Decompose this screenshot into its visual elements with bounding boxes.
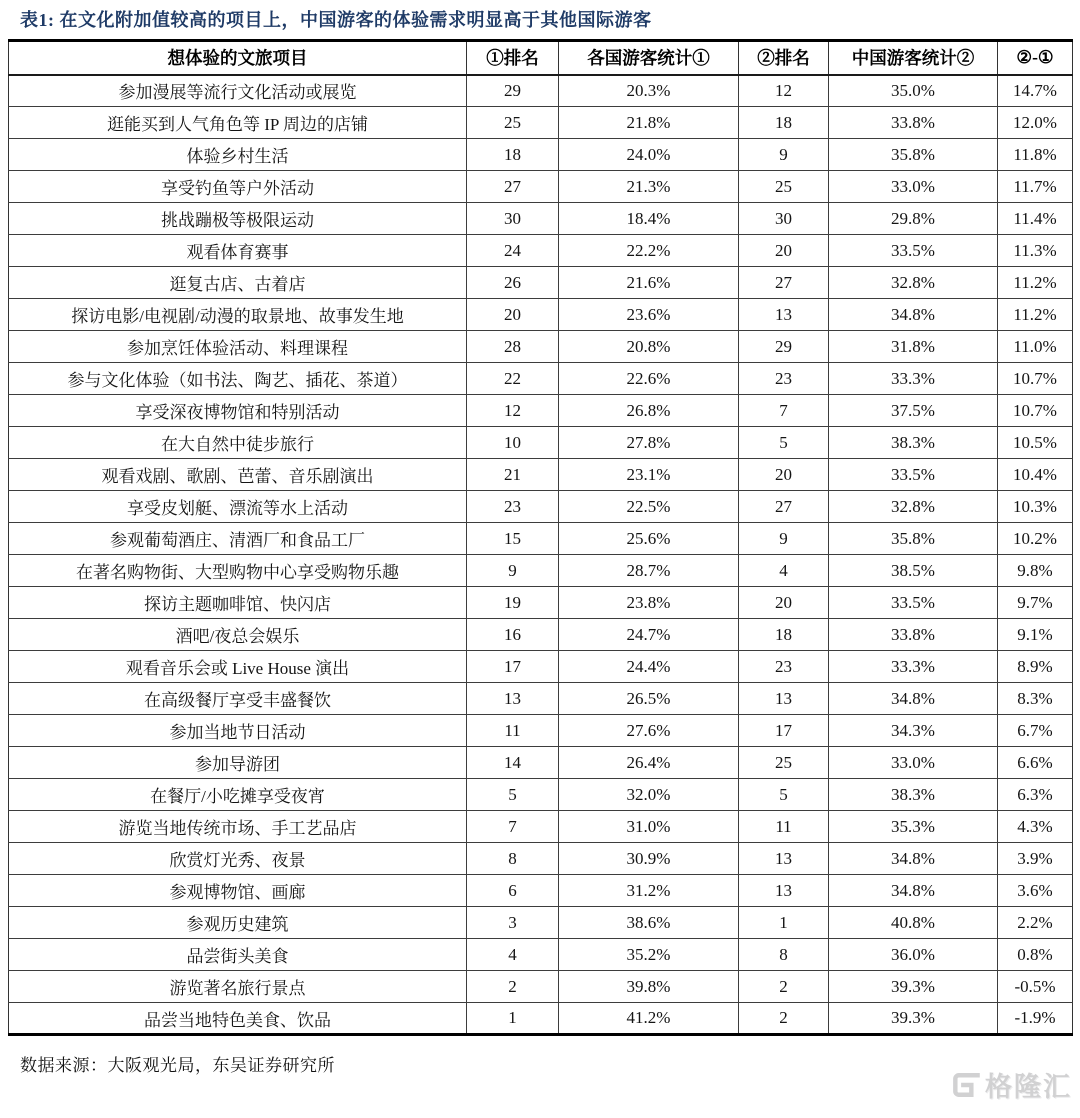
cell-rank-all: 17 bbox=[467, 651, 559, 683]
cell-project: 挑战蹦极等极限运动 bbox=[9, 203, 467, 235]
table-row bbox=[9, 363, 1073, 395]
cell-rank-cn: 8 bbox=[739, 939, 829, 971]
cell-pct-all: 26.8% bbox=[559, 395, 739, 427]
table-row bbox=[9, 747, 1073, 779]
cell-pct-all: 20.8% bbox=[559, 331, 739, 363]
cell-project: 参与文化体验（如书法、陶艺、插花、茶道） bbox=[9, 363, 467, 395]
cell-pct-all: 23.8% bbox=[559, 587, 739, 619]
cell-project: 游览当地传统市场、手工艺品店 bbox=[9, 811, 467, 843]
cell-project: 观看戏剧、歌剧、芭蕾、音乐剧演出 bbox=[9, 459, 467, 491]
table-row bbox=[9, 939, 1073, 971]
cell-rank-all: 26 bbox=[467, 267, 559, 299]
table-row bbox=[9, 203, 1073, 235]
table-row bbox=[9, 235, 1073, 267]
cell-rank-all: 9 bbox=[467, 555, 559, 587]
cell-project: 参加当地节日活动 bbox=[9, 715, 467, 747]
cell-pct-cn: 34.8% bbox=[829, 683, 998, 715]
cell-pct-cn: 33.8% bbox=[829, 619, 998, 651]
cell-rank-cn: 18 bbox=[739, 619, 829, 651]
col-header-pct-cn: 中国游客统计② bbox=[829, 41, 998, 75]
cell-pct-all: 39.8% bbox=[559, 971, 739, 1003]
cell-project: 参观历史建筑 bbox=[9, 907, 467, 939]
cell-pct-cn: 39.3% bbox=[829, 971, 998, 1003]
cell-rank-cn: 11 bbox=[739, 811, 829, 843]
cell-project: 在餐厅/小吃摊享受夜宵 bbox=[9, 779, 467, 811]
cell-rank-cn: 4 bbox=[739, 555, 829, 587]
cell-rank-cn: 20 bbox=[739, 587, 829, 619]
cell-project: 游览著名旅行景点 bbox=[9, 971, 467, 1003]
cell-rank-cn: 30 bbox=[739, 203, 829, 235]
cell-pct-cn: 33.5% bbox=[829, 587, 998, 619]
cell-diff: 9.1% bbox=[998, 619, 1073, 651]
cell-diff: 6.6% bbox=[998, 747, 1073, 779]
cell-pct-all: 22.6% bbox=[559, 363, 739, 395]
cell-project: 在高级餐厅享受丰盛餐饮 bbox=[9, 683, 467, 715]
cell-pct-all: 38.6% bbox=[559, 907, 739, 939]
cell-rank-all: 25 bbox=[467, 107, 559, 139]
table-row bbox=[9, 811, 1073, 843]
cell-rank-all: 28 bbox=[467, 331, 559, 363]
cell-rank-all: 19 bbox=[467, 587, 559, 619]
cell-pct-all: 20.3% bbox=[559, 75, 739, 107]
cell-pct-all: 27.6% bbox=[559, 715, 739, 747]
cell-diff: 11.8% bbox=[998, 139, 1073, 171]
cell-pct-all: 24.0% bbox=[559, 139, 739, 171]
table-title: 表1: 在文化附加值较高的项目上，中国游客的体验需求明显高于其他国际游客 bbox=[20, 10, 652, 30]
data-table bbox=[8, 39, 1073, 1036]
cell-rank-cn: 13 bbox=[739, 683, 829, 715]
cell-pct-all: 22.5% bbox=[559, 491, 739, 523]
cell-rank-all: 12 bbox=[467, 395, 559, 427]
cell-pct-cn: 33.3% bbox=[829, 651, 998, 683]
table-row bbox=[9, 715, 1073, 747]
cell-project: 品尝街头美食 bbox=[9, 939, 467, 971]
cell-project: 享受钓鱼等户外活动 bbox=[9, 171, 467, 203]
cell-pct-cn: 33.0% bbox=[829, 171, 998, 203]
cell-pct-all: 28.7% bbox=[559, 555, 739, 587]
header-row bbox=[9, 41, 1073, 75]
cell-diff: 11.2% bbox=[998, 267, 1073, 299]
table-row bbox=[9, 171, 1073, 203]
cell-rank-cn: 17 bbox=[739, 715, 829, 747]
cell-project: 在著名购物街、大型购物中心享受购物乐趣 bbox=[9, 555, 467, 587]
cell-rank-all: 16 bbox=[467, 619, 559, 651]
cell-diff: 10.4% bbox=[998, 459, 1073, 491]
cell-pct-all: 21.8% bbox=[559, 107, 739, 139]
cell-pct-all: 31.2% bbox=[559, 875, 739, 907]
cell-rank-cn: 23 bbox=[739, 651, 829, 683]
cell-diff: 10.2% bbox=[998, 523, 1073, 555]
cell-pct-cn: 34.8% bbox=[829, 299, 998, 331]
cell-rank-all: 20 bbox=[467, 299, 559, 331]
table-row bbox=[9, 907, 1073, 939]
cell-pct-all: 25.6% bbox=[559, 523, 739, 555]
table-row bbox=[9, 395, 1073, 427]
table-row bbox=[9, 75, 1073, 107]
cell-rank-all: 8 bbox=[467, 843, 559, 875]
cell-rank-all: 15 bbox=[467, 523, 559, 555]
cell-rank-all: 21 bbox=[467, 459, 559, 491]
cell-diff: 8.3% bbox=[998, 683, 1073, 715]
cell-rank-all: 13 bbox=[467, 683, 559, 715]
cell-rank-all: 5 bbox=[467, 779, 559, 811]
cell-project: 参加烹饪体验活动、料理课程 bbox=[9, 331, 467, 363]
cell-pct-cn: 33.3% bbox=[829, 363, 998, 395]
cell-rank-all: 29 bbox=[467, 75, 559, 107]
cell-pct-all: 41.2% bbox=[559, 1003, 739, 1035]
cell-rank-cn: 1 bbox=[739, 907, 829, 939]
cell-pct-cn: 33.8% bbox=[829, 107, 998, 139]
cell-pct-cn: 37.5% bbox=[829, 395, 998, 427]
cell-pct-cn: 35.8% bbox=[829, 139, 998, 171]
cell-rank-cn: 27 bbox=[739, 491, 829, 523]
cell-pct-cn: 38.5% bbox=[829, 555, 998, 587]
table-row bbox=[9, 267, 1073, 299]
cell-pct-cn: 32.8% bbox=[829, 491, 998, 523]
cell-rank-cn: 9 bbox=[739, 139, 829, 171]
cell-rank-cn: 25 bbox=[739, 171, 829, 203]
cell-pct-all: 22.2% bbox=[559, 235, 739, 267]
cell-rank-cn: 2 bbox=[739, 971, 829, 1003]
cell-rank-all: 18 bbox=[467, 139, 559, 171]
cell-pct-all: 31.0% bbox=[559, 811, 739, 843]
cell-rank-cn: 25 bbox=[739, 747, 829, 779]
research-report-table-figure bbox=[0, 7, 1080, 1118]
cell-diff: 2.2% bbox=[998, 907, 1073, 939]
cell-diff: 11.2% bbox=[998, 299, 1073, 331]
cell-pct-all: 30.9% bbox=[559, 843, 739, 875]
cell-rank-cn: 13 bbox=[739, 875, 829, 907]
cell-pct-all: 24.7% bbox=[559, 619, 739, 651]
cell-diff: 4.3% bbox=[998, 811, 1073, 843]
cell-diff: 9.7% bbox=[998, 587, 1073, 619]
cell-diff: 12.0% bbox=[998, 107, 1073, 139]
cell-project: 酒吧/夜总会娱乐 bbox=[9, 619, 467, 651]
cell-diff: 10.5% bbox=[998, 427, 1073, 459]
cell-pct-cn: 40.8% bbox=[829, 907, 998, 939]
col-header-diff: ②-① bbox=[998, 41, 1073, 75]
cell-pct-all: 32.0% bbox=[559, 779, 739, 811]
table-row bbox=[9, 555, 1073, 587]
watermark-text: 格隆汇 bbox=[985, 1072, 1072, 1102]
cell-diff: 3.6% bbox=[998, 875, 1073, 907]
cell-diff: 10.7% bbox=[998, 363, 1073, 395]
table-row bbox=[9, 587, 1073, 619]
cell-pct-cn: 36.0% bbox=[829, 939, 998, 971]
cell-pct-all: 27.8% bbox=[559, 427, 739, 459]
cell-pct-cn: 32.8% bbox=[829, 267, 998, 299]
cell-diff: 11.0% bbox=[998, 331, 1073, 363]
cell-rank-cn: 13 bbox=[739, 299, 829, 331]
col-header-rank-cn: ②排名 bbox=[739, 41, 829, 75]
cell-pct-cn: 34.8% bbox=[829, 875, 998, 907]
cell-rank-all: 4 bbox=[467, 939, 559, 971]
cell-rank-all: 14 bbox=[467, 747, 559, 779]
cell-rank-cn: 18 bbox=[739, 107, 829, 139]
cell-diff: 11.4% bbox=[998, 203, 1073, 235]
cell-rank-cn: 27 bbox=[739, 267, 829, 299]
cell-project: 欣赏灯光秀、夜景 bbox=[9, 843, 467, 875]
cell-pct-cn: 29.8% bbox=[829, 203, 998, 235]
cell-pct-all: 21.6% bbox=[559, 267, 739, 299]
table-row bbox=[9, 779, 1073, 811]
cell-project: 享受皮划艇、漂流等水上活动 bbox=[9, 491, 467, 523]
cell-pct-all: 23.6% bbox=[559, 299, 739, 331]
table-row bbox=[9, 427, 1073, 459]
table-row bbox=[9, 1003, 1073, 1035]
table-row bbox=[9, 459, 1073, 491]
cell-pct-cn: 35.8% bbox=[829, 523, 998, 555]
table-row bbox=[9, 331, 1073, 363]
cell-diff: 11.3% bbox=[998, 235, 1073, 267]
cell-rank-all: 2 bbox=[467, 971, 559, 1003]
cell-diff: 0.8% bbox=[998, 939, 1073, 971]
cell-project: 逛复古店、古着店 bbox=[9, 267, 467, 299]
cell-rank-all: 11 bbox=[467, 715, 559, 747]
cell-project: 观看体育赛事 bbox=[9, 235, 467, 267]
cell-diff: 6.3% bbox=[998, 779, 1073, 811]
col-header-pct-all: 各国游客统计① bbox=[559, 41, 739, 75]
cell-rank-cn: 20 bbox=[739, 459, 829, 491]
cell-project: 享受深夜博物馆和特别活动 bbox=[9, 395, 467, 427]
cell-rank-cn: 9 bbox=[739, 523, 829, 555]
cell-diff: 3.9% bbox=[998, 843, 1073, 875]
cell-rank-all: 30 bbox=[467, 203, 559, 235]
cell-diff: 9.8% bbox=[998, 555, 1073, 587]
cell-project: 参观葡萄酒庄、清酒厂和食品工厂 bbox=[9, 523, 467, 555]
cell-pct-all: 24.4% bbox=[559, 651, 739, 683]
col-header-rank-all: ①排名 bbox=[467, 41, 559, 75]
table-row bbox=[9, 107, 1073, 139]
cell-pct-cn: 35.0% bbox=[829, 75, 998, 107]
cell-project: 探访主题咖啡馆、快闪店 bbox=[9, 587, 467, 619]
cell-rank-cn: 5 bbox=[739, 779, 829, 811]
table-row bbox=[9, 523, 1073, 555]
cell-project: 探访电影/电视剧/动漫的取景地、故事发生地 bbox=[9, 299, 467, 331]
cell-rank-all: 27 bbox=[467, 171, 559, 203]
cell-project: 逛能买到人气角色等 IP 周边的店铺 bbox=[9, 107, 467, 139]
cell-diff: 6.7% bbox=[998, 715, 1073, 747]
cell-rank-all: 6 bbox=[467, 875, 559, 907]
cell-pct-cn: 39.3% bbox=[829, 1003, 998, 1035]
table-row bbox=[9, 299, 1073, 331]
cell-rank-cn: 29 bbox=[739, 331, 829, 363]
cell-pct-cn: 38.3% bbox=[829, 427, 998, 459]
cell-project: 参加导游团 bbox=[9, 747, 467, 779]
cell-pct-all: 26.4% bbox=[559, 747, 739, 779]
cell-pct-cn: 34.3% bbox=[829, 715, 998, 747]
cell-rank-all: 10 bbox=[467, 427, 559, 459]
cell-rank-cn: 2 bbox=[739, 1003, 829, 1035]
cell-diff: 8.9% bbox=[998, 651, 1073, 683]
cell-pct-all: 35.2% bbox=[559, 939, 739, 971]
data-source-note: 数据来源：大阪观光局，东吴证券研究所 bbox=[20, 1056, 335, 1075]
cell-pct-all: 18.4% bbox=[559, 203, 739, 235]
cell-rank-cn: 13 bbox=[739, 843, 829, 875]
cell-rank-all: 7 bbox=[467, 811, 559, 843]
cell-diff: 11.7% bbox=[998, 171, 1073, 203]
cell-pct-cn: 35.3% bbox=[829, 811, 998, 843]
cell-rank-all: 3 bbox=[467, 907, 559, 939]
cell-diff: -0.5% bbox=[998, 971, 1073, 1003]
table-row bbox=[9, 139, 1073, 171]
cell-pct-all: 23.1% bbox=[559, 459, 739, 491]
cell-rank-cn: 20 bbox=[739, 235, 829, 267]
table-row bbox=[9, 491, 1073, 523]
cell-project: 参观博物馆、画廊 bbox=[9, 875, 467, 907]
col-header-project: 想体验的文旅项目 bbox=[9, 41, 467, 75]
cell-rank-cn: 12 bbox=[739, 75, 829, 107]
cell-rank-cn: 23 bbox=[739, 363, 829, 395]
cell-pct-all: 21.3% bbox=[559, 171, 739, 203]
cell-pct-cn: 31.8% bbox=[829, 331, 998, 363]
cell-pct-cn: 38.3% bbox=[829, 779, 998, 811]
cell-project: 参加漫展等流行文化活动或展览 bbox=[9, 75, 467, 107]
cell-diff: 10.7% bbox=[998, 395, 1073, 427]
table-body bbox=[9, 75, 1073, 1035]
table-row bbox=[9, 683, 1073, 715]
table-row bbox=[9, 875, 1073, 907]
table-row bbox=[9, 843, 1073, 875]
cell-project: 观看音乐会或 Live House 演出 bbox=[9, 651, 467, 683]
cell-rank-all: 23 bbox=[467, 491, 559, 523]
cell-pct-all: 26.5% bbox=[559, 683, 739, 715]
cell-project: 在大自然中徒步旅行 bbox=[9, 427, 467, 459]
cell-diff: -1.9% bbox=[998, 1003, 1073, 1035]
cell-project: 品尝当地特色美食、饮品 bbox=[9, 1003, 467, 1035]
cell-rank-cn: 5 bbox=[739, 427, 829, 459]
cell-rank-all: 24 bbox=[467, 235, 559, 267]
cell-project: 体验乡村生活 bbox=[9, 139, 467, 171]
table-row bbox=[9, 651, 1073, 683]
cell-diff: 14.7% bbox=[998, 75, 1073, 107]
cell-rank-all: 1 bbox=[467, 1003, 559, 1035]
cell-pct-cn: 33.5% bbox=[829, 459, 998, 491]
cell-diff: 10.3% bbox=[998, 491, 1073, 523]
cell-pct-cn: 33.5% bbox=[829, 235, 998, 267]
cell-rank-cn: 7 bbox=[739, 395, 829, 427]
cell-pct-cn: 33.0% bbox=[829, 747, 998, 779]
table-row bbox=[9, 971, 1073, 1003]
table-row bbox=[9, 619, 1073, 651]
cell-pct-cn: 34.8% bbox=[829, 843, 998, 875]
cell-rank-all: 22 bbox=[467, 363, 559, 395]
